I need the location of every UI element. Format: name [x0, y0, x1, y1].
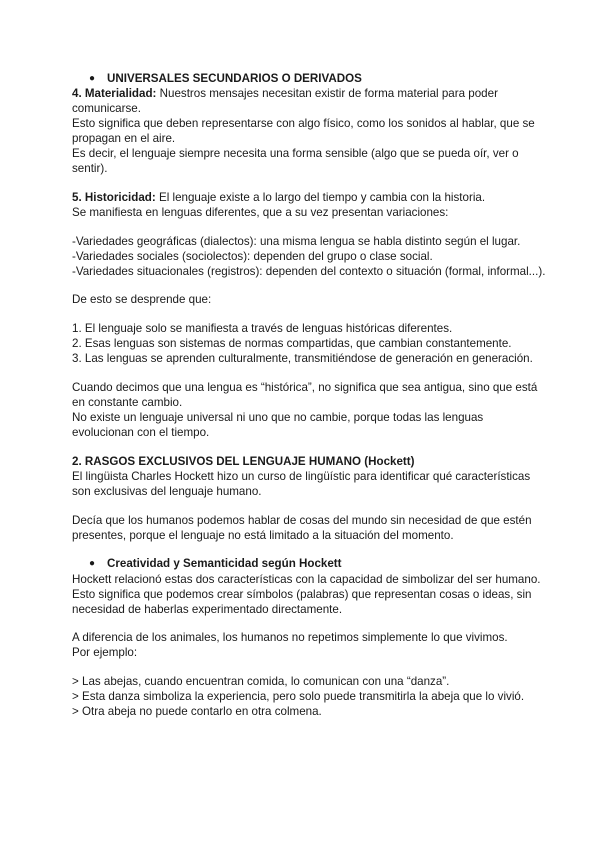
bullet-dot: ● — [89, 73, 96, 84]
variety-geograficas: -Variedades geográficas (dialectos): una misma lengua se habla distinto según el lugar. — [72, 235, 521, 248]
historicidad-line-1 — [72, 191, 485, 205]
materialidad-line-5: Es decir, el lenguaje siempre necesita una forma sensible (algo que se pueda oír, ver o — [72, 147, 519, 160]
universal-paragraph-line-2: evolucionan con el tiempo. — [72, 426, 210, 439]
hockett-intro-line-1: El lingüista Charles Hockett hizo un curso de lingüístic para identificar qué características — [72, 470, 531, 483]
universal-paragraph-line-1: No existe un lenguaje universal ni uno que no cambie, porque todas las lenguas — [72, 411, 484, 424]
materialidad-line-2: comunicarse. — [72, 102, 141, 115]
historicidad-title: 5. Historicidad: — [72, 191, 156, 204]
animals-line-1: A diferencia de los animales, los humanos no repetimos simplemente lo que vivimos. — [72, 631, 508, 644]
historica-paragraph-line-1: Cuando decimos que una lengua es “histórica”, no significa que sea antigua, sino que está — [72, 381, 538, 394]
point-3: 3. Las lenguas se aprenden culturalmente, transmitiéndose de generación en generación. — [72, 352, 533, 365]
hockett-paragraph-line-2: presentes, porque el lenguaje no está limitado a la situación del momento. — [72, 529, 454, 542]
creatividad-line-2: Esto significa que podemos crear símbolos (palabras) que representan cosas o ideas, sin — [72, 588, 532, 601]
hockett-intro-line-2: son exclusivas del lenguaje humano. — [72, 485, 262, 498]
historica-paragraph-line-2: en constante cambio. — [72, 396, 183, 409]
hockett-paragraph-line-1: Decía que los humanos podemos hablar de cosas del mundo sin necesidad de que estén — [72, 514, 532, 527]
derivation-intro: De esto se desprende que: — [72, 293, 212, 306]
variety-situacionales: -Variedades situacionales (registros): dependen del contexto o situación (formal, informal...). — [72, 265, 546, 278]
materialidad-line-6: sentir). — [72, 162, 108, 175]
creatividad-line-1: Hockett relacionó estas dos características con la capacidad de simbolizar del ser humano. — [72, 573, 541, 586]
example-2: > Esta danza simboliza la experiencia, pero solo puede transmitirla la abeja que lo vivió. — [72, 690, 525, 703]
historicidad-line-2: Se manifiesta en lenguas diferentes, que a su vez presentan variaciones: — [72, 206, 449, 219]
sub-heading-creatividad: Creatividad y Semanticidad según Hockett — [107, 557, 342, 570]
example-1: > Las abejas, cuando encuentran comida, lo comunican con una “danza”. — [72, 675, 450, 688]
materialidad-title: 4. Materialidad: — [72, 87, 157, 100]
section-heading-secondary: UNIVERSALES SECUNDARIOS O DERIVADOS — [107, 72, 362, 85]
section-heading-hockett: 2. RASGOS EXCLUSIVOS DEL LENGUAJE HUMANO (Hockett) — [72, 455, 415, 468]
creatividad-line-3: necesidad de haberlas experimentado directamente. — [72, 603, 343, 616]
historicidad-text: El lenguaje existe a lo largo del tiempo y cambia con la historia. — [155, 191, 486, 204]
bullet-dot: ● — [89, 558, 96, 569]
materialidad-text: Nuestros mensajes necesitan existir de forma material para poder — [156, 87, 498, 100]
example-3: > Otra abeja no puede contarlo en otra colmena. — [72, 705, 322, 718]
materialidad-line-3: Esto significa que deben representarse con algo físico, como los sonidos al hablar, que se — [72, 117, 535, 130]
animals-line-2: Por ejemplo: — [72, 646, 138, 659]
point-2: 2. Esas lenguas son sistemas de normas compartidas, que cambian constantemente. — [72, 337, 512, 350]
point-1: 1. El lenguaje solo se manifiesta a través de lenguas históricas diferentes. — [72, 322, 453, 335]
materialidad-line-4: propagan en el aire. — [72, 132, 176, 145]
variety-sociales: -Variedades sociales (sociolectos): dependen del grupo o clase social. — [72, 250, 433, 263]
materialidad-line-1 — [72, 87, 498, 101]
